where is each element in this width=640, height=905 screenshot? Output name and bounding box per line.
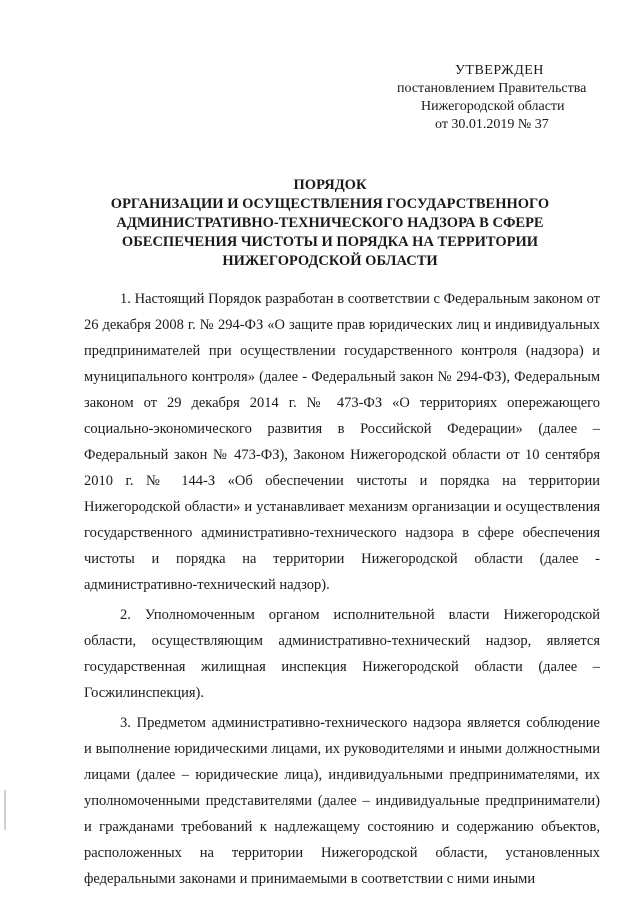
title-line: ОРГАНИЗАЦИИ И ОСУЩЕСТВЛЕНИЯ ГОСУДАРСТВЕННОГО bbox=[110, 196, 550, 212]
approval-date: от 30.01.2019 № 37 bbox=[435, 117, 549, 132]
title-line: ПОРЯДОК bbox=[293, 177, 367, 193]
title-line: ОБЕСПЕЧЕНИЯ ЧИСТОТЫ И ПОРЯДКА НА ТЕРРИТОРИИ bbox=[121, 234, 539, 250]
approval-by: постановлением Правительства bbox=[397, 81, 587, 96]
scan-edge-mark bbox=[4, 790, 6, 830]
document-title bbox=[60, 176, 600, 271]
approval-stamp bbox=[395, 62, 615, 134]
approval-approved: УТВЕРЖДЕН bbox=[455, 63, 544, 78]
paragraph-3: 3. Предметом административно-технического надзора является соблюдение и выполнение юридическими лицами, их руководителями и иными должностными лицами (далее – юридические лица), индивидуальными предпринимателями, их уполномоченными представителями (далее – индивидуальные предприниматели) и гражданами требований к надлежащему состоянию и содержанию объектов, расположенных на территории Нижегородской области, установленных федеральными законами и принимаемыми в соответствии с ними иными bbox=[84, 715, 600, 887]
title-line: АДМИНИСТРАТИВНО-ТЕХНИЧЕСКОГО НАДЗОРА В СФЕРЕ bbox=[116, 215, 544, 231]
title-line: НИЖЕГОРОДСКОЙ ОБЛАСТИ bbox=[222, 253, 438, 269]
paragraph-1: 1. Настоящий Порядок разработан в соответствии с Федеральным законом от 26 декабря 2008 г. № 294-ФЗ «О защите прав юридических лиц и индивидуальных предпринимателей при осуществлении государственного контроля (надзора) и муниципального контроля» (далее - Федеральный закон № 294-ФЗ), Федеральным законом от 29 декабря 2014 г. № 473-ФЗ «О территориях опережающего социально-экономического развития в Российской Федерации» (далее – Федеральный закон № 473-ФЗ), Законом Нижегородской области от 10 сентября 2010 г. № 144-З «Об обеспечении чистоты и порядка на территории Нижегородской области» и устанавливает механизм организации и осуществления государственного административно-технического надзора в сфере обеспечения чистоты и порядка на территории Нижегородской области (далее - административно-технический надзор). bbox=[84, 291, 600, 593]
paragraph-2: 2. Уполномоченным органом исполнительной власти Нижегородской области, осуществляющим административно-технический надзор, является государственная жилищная инспекция Нижегородской области (далее – Госжилинспекция). bbox=[84, 607, 600, 701]
approval-region: Нижегородской области bbox=[421, 99, 565, 114]
document-body bbox=[84, 286, 600, 896]
